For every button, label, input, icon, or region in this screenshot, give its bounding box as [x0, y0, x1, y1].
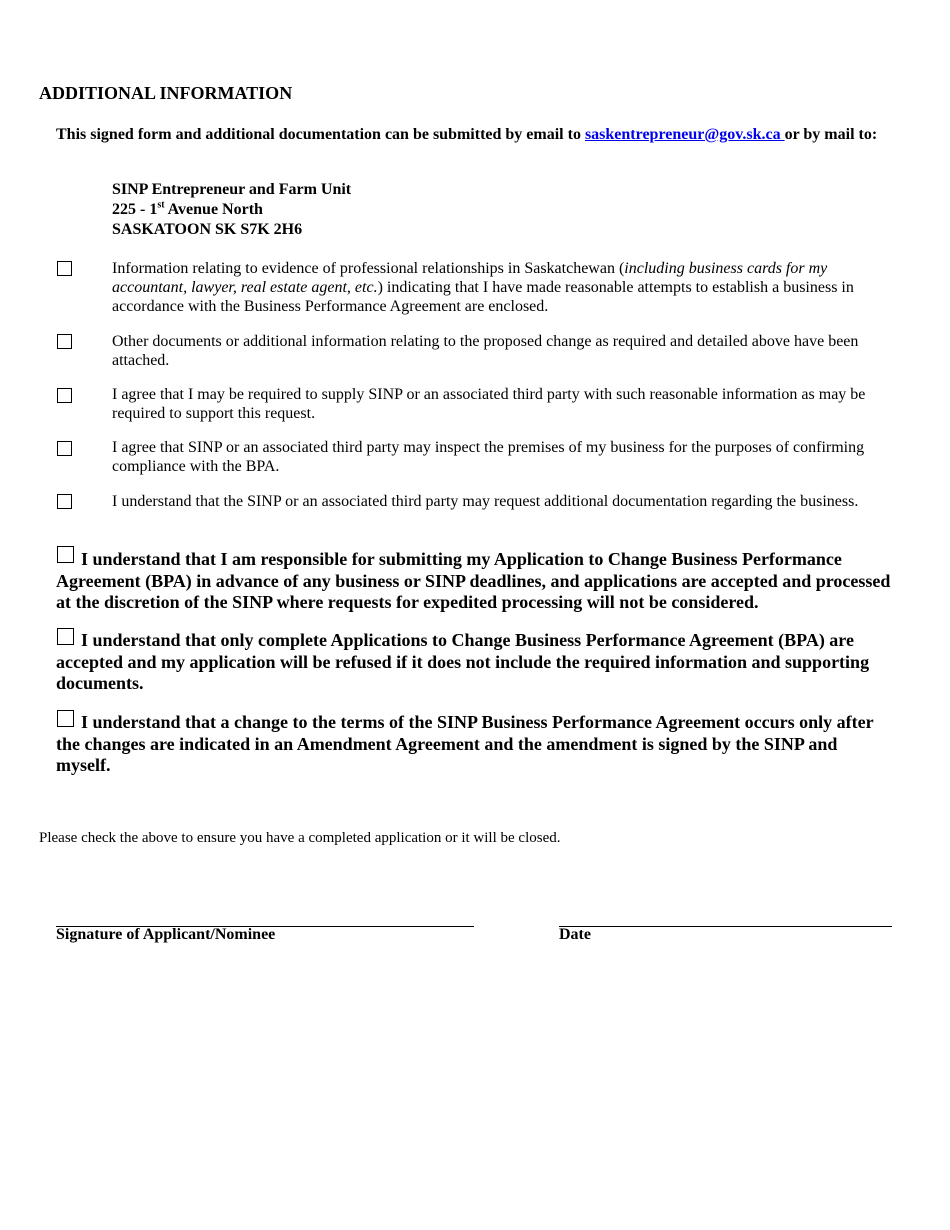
submission-text-after: or by mail to: — [784, 126, 878, 143]
ack-responsibility: I understand that I am responsible for submitting my Application to Change Business Performance Agreement (BPA) in advance of any business or SINP deadlines, and applications are accepted and processed at the discretion of the SINP where requests for expedited processing will not be considered. — [56, 549, 891, 612]
checkbox-professional-relationships[interactable] — [57, 261, 72, 276]
mailing-address — [112, 180, 351, 240]
ack-complete-applications: I understand that only complete Applications to Change Business Performance Agreement (BPA) are accepted and my application will be refused if it does not include the required information and supporting documents. — [56, 630, 870, 693]
section-heading: ADDITIONAL INFORMATION — [39, 83, 293, 103]
date-label: Date — [559, 926, 591, 943]
checkbox-supply-information[interactable] — [57, 388, 72, 403]
submission-instructions — [56, 125, 886, 145]
checkbox-other-documents[interactable] — [57, 334, 72, 349]
ack-amendment: I understand that a change to the terms of the SINP Business Performance Agreement occurs only after the changes are indicated in an Amendment Agreement and the amendment is signed by the SINP and myself. — [56, 712, 874, 775]
checklist-item-inspect-premises: I agree that SINP or an associated third party may inspect the premises of my business for the purposes of confirming compliance with the BPA. — [112, 439, 865, 475]
date-line[interactable] — [559, 926, 892, 927]
address-line-1: SINP Entrepreneur and Farm Unit — [112, 181, 352, 198]
checklist-item-professional-relationships: Information relating to evidence of professional relationships in Saskatchewan (including business cards for my accountant, lawyer, real estate agent, etc.) indicating that I have made reasonable attempts to establish a business in accordance with the Business Performance Agreement are enclosed. — [112, 260, 854, 315]
completion-note: Please check the above to ensure you have a completed application or it will be closed. — [39, 830, 561, 846]
checklist-item-other-documents: Other documents or additional information relating to the proposed change as required and detailed above have been attached. — [112, 333, 859, 369]
checkbox-inspect-premises[interactable] — [57, 441, 72, 456]
email-link[interactable]: saskentrepreneur@gov.sk.ca — [584, 126, 785, 143]
signature-label: Signature of Applicant/Nominee — [56, 926, 276, 943]
checklist-item-italic: including business cards for my accountant, lawyer, real estate agent, etc. — [112, 260, 828, 296]
checklist-item-additional-documentation: I understand that the SINP or an associated third party may request additional documentation regarding the business. — [112, 493, 859, 510]
address-line-3: SASKATOON SK S7K 2H6 — [112, 221, 303, 238]
checklist-item-supply-information: I agree that I may be required to supply SINP or an associated third party with such reasonable information as may be required to support this request. — [112, 386, 866, 422]
submission-text-before: This signed form and additional documentation can be submitted by email to — [56, 126, 585, 143]
checkbox-additional-documentation[interactable] — [57, 494, 72, 509]
address-line-2: 225 - 1st Avenue North — [112, 199, 263, 218]
